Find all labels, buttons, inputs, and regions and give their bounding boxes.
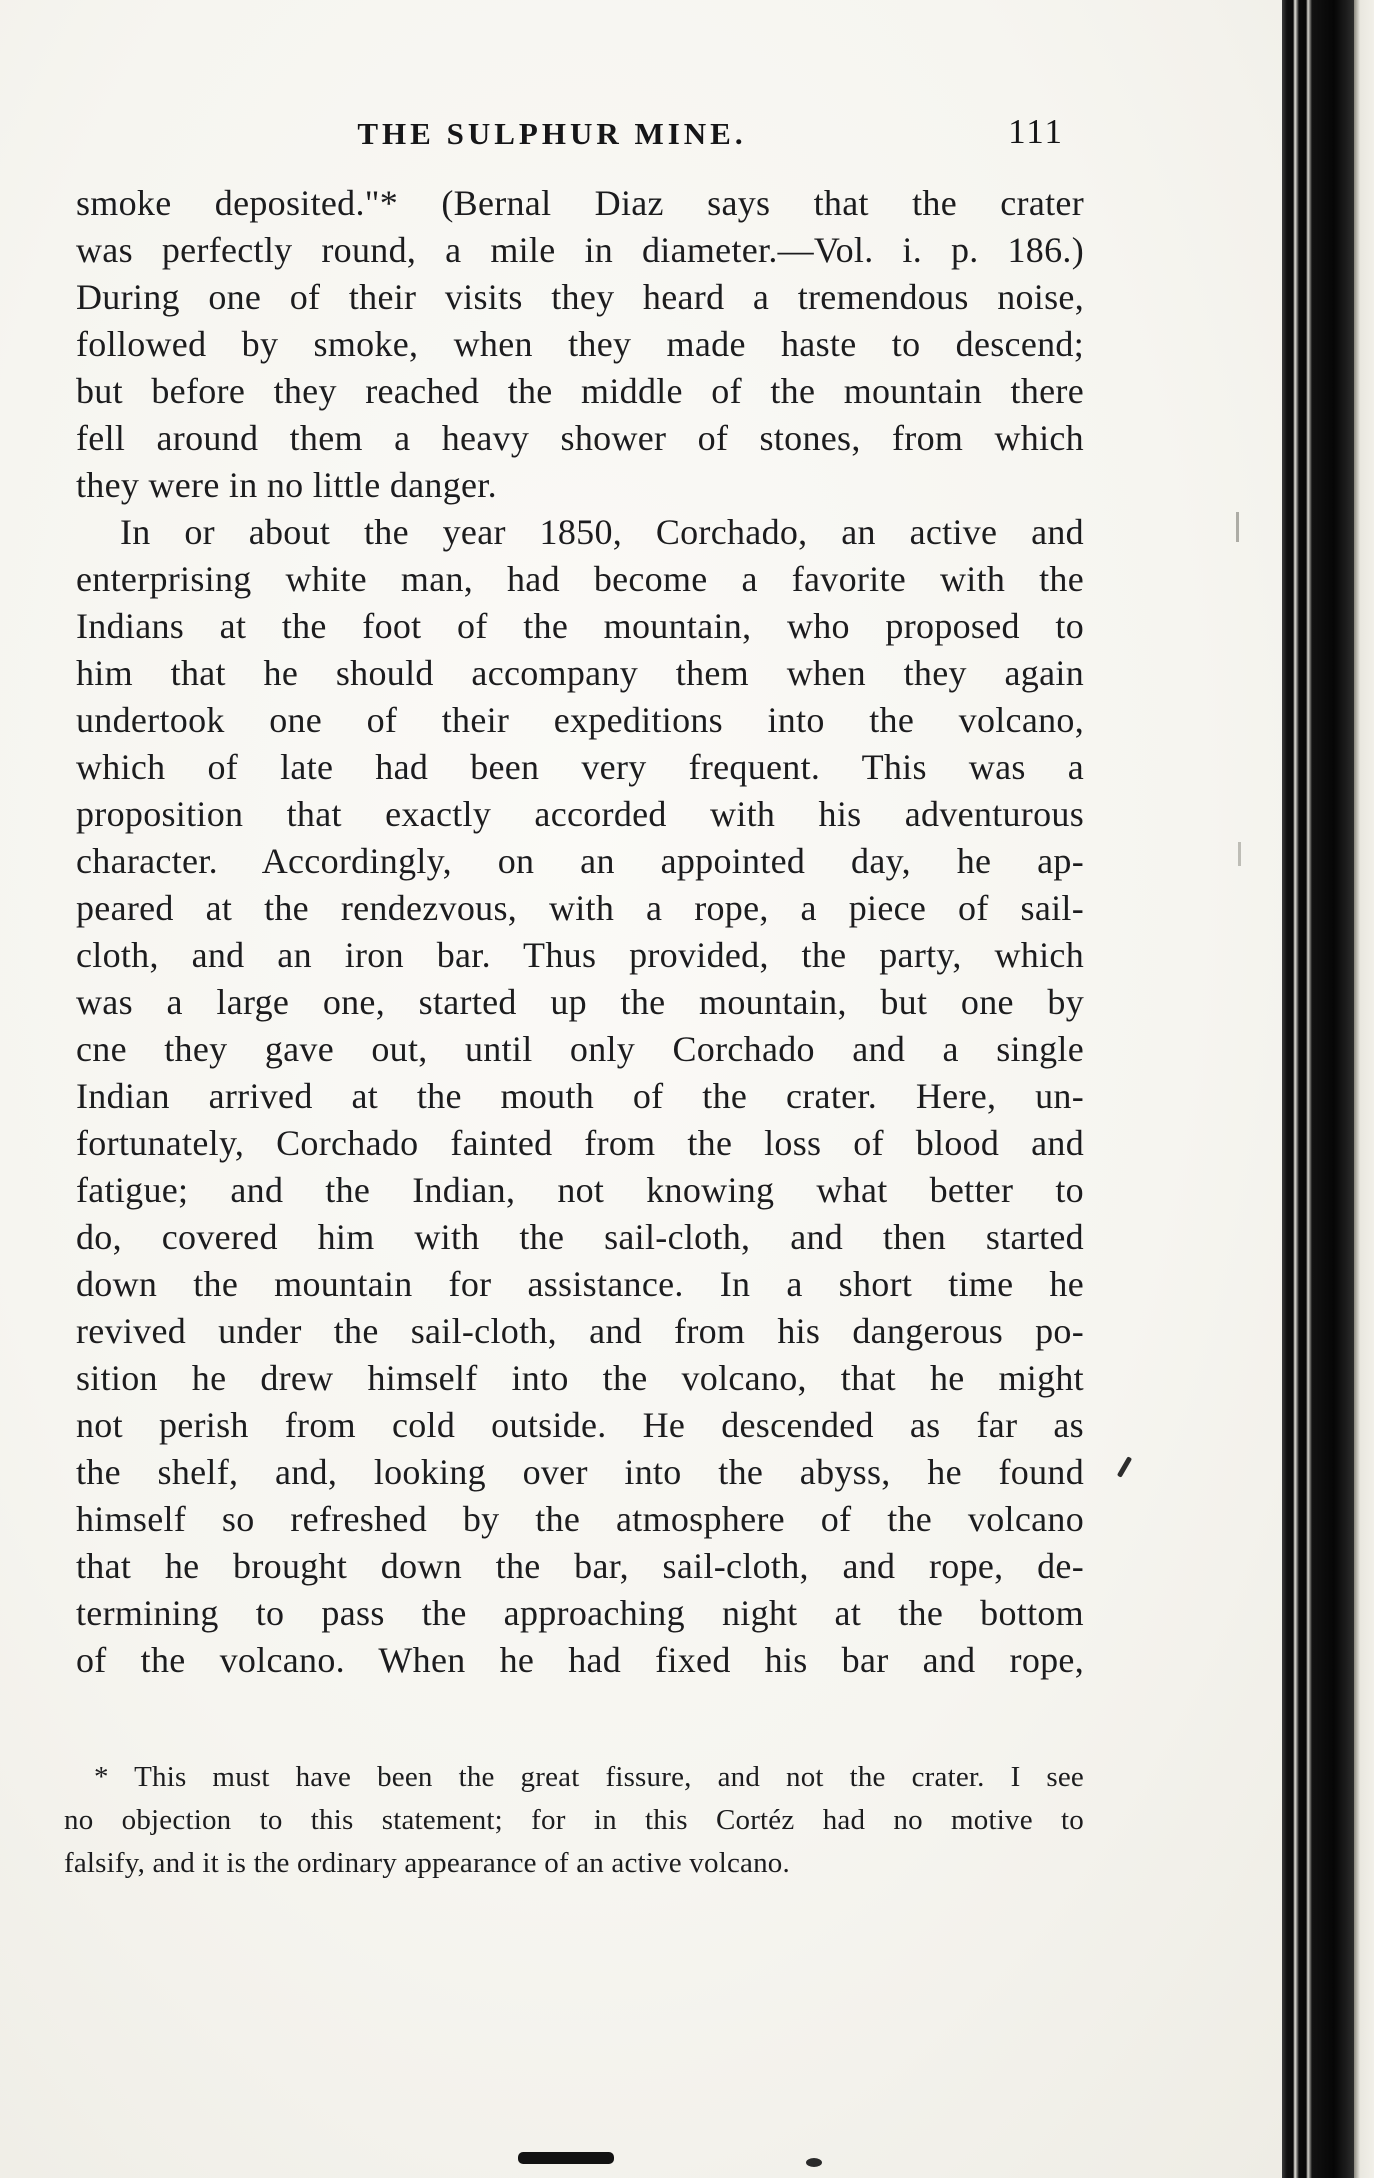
page-number: 111 [1008,112,1064,151]
text-line: revived under the sail-cloth, and from his dangerous po- [76,1311,1084,1351]
text-line: termining to pass the approaching night at the bottom [76,1593,1084,1633]
text-line: himself so refreshed by the atmosphere of the volcano [76,1499,1084,1539]
text-line: peared at the rendezvous, with a rope, a piece of sail- [76,888,1084,928]
footnote [64,1756,1084,1885]
body-text [76,180,1084,1684]
scan-artifact [1238,842,1241,866]
text-line: but before they reached the middle of the mountain there [76,371,1084,411]
text-line: sition he drew himself into the volcano, that he might [76,1358,1084,1398]
text-line: fell around them a heavy shower of stones, from which [76,418,1084,458]
text-line: fatigue; and the Indian, not knowing what better to [76,1170,1084,1210]
page-header [76,112,1084,160]
text-line: fortunately, Corchado fainted from the loss of blood and [76,1123,1084,1163]
footnote-line: falsify, and it is the ordinary appearance of an active volcano. [64,1847,790,1879]
text-line: of the volcano. When he had fixed his bar and rope, [76,1640,1084,1680]
text-line: the shelf, and, looking over into the abyss, he found [76,1452,1084,1492]
text-line: In or about the year 1850, Corchado, an active and [120,512,1084,552]
scan-artifact [1236,512,1239,542]
text-line: Indians at the foot of the mountain, who proposed to [76,606,1084,646]
footnote-line: * This must have been the great fissure, and not the crater. I see [94,1761,1084,1793]
text-line: that he brought down the bar, sail-cloth, and rope, de- [76,1546,1084,1586]
text-line: followed by smoke, when they made haste to descend; [76,324,1084,364]
paragraph-continued [76,180,1084,509]
text-line: him that he should accompany them when they again [76,653,1084,693]
text-line: they were in no little danger. [76,465,497,505]
text-line: not perish from cold outside. He descended as far as [76,1405,1084,1445]
text-line: During one of their visits they heard a tremendous noise, [76,277,1084,317]
text-line: Indian arrived at the mouth of the crater. Here, un- [76,1076,1084,1116]
text-line: undertook one of their expeditions into the volcano, [76,700,1084,740]
footnote-line: no objection to this statement; for in this Cortéz had no motive to [64,1804,1084,1836]
book-gutter-shadow [1282,0,1354,2178]
text-line: do, covered him with the sail-cloth, and then started [76,1217,1084,1257]
text-line: cne they gave out, until only Corchado and a single [76,1029,1084,1069]
text-line: proposition that exactly accorded with his adventurous [76,794,1084,834]
text-line: was perfectly round, a mile in diameter.—Vol. i. p. 186.) [76,230,1084,270]
text-line: smoke deposited."* (Bernal Diaz says that the crater [76,183,1084,223]
scan-artifact [806,2158,822,2167]
text-line: was a large one, started up the mountain, but one by [76,982,1084,1022]
text-line: enterprising white man, had become a favorite with the [76,559,1084,599]
text-line: which of late had been very frequent. This was a [76,747,1084,787]
text-line: character. Accordingly, on an appointed day, he ap- [76,841,1084,881]
scan-artifact [518,2152,614,2164]
text-line: down the mountain for assistance. In a short time he [76,1264,1084,1304]
running-title: THE SULPHUR MINE. [357,116,747,151]
paragraph-main [76,509,1084,1684]
scan-artifact [1117,1456,1132,1478]
text-line: cloth, and an iron bar. Thus provided, the party, which [76,935,1084,975]
page-edge-strip [1354,0,1374,2178]
